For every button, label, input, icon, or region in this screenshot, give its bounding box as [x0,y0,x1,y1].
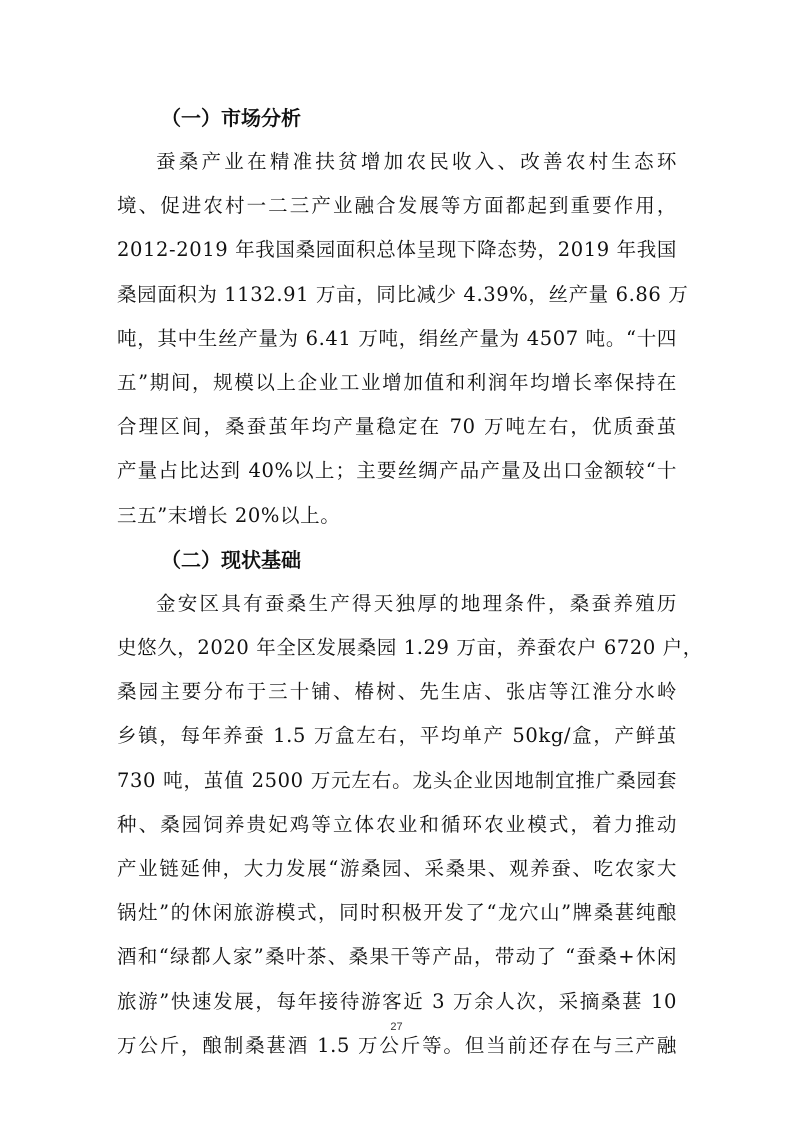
text-line: 酒和“绿都人家”桑叶茶、桑果干等产品，带动了 “蚕桑+休闲 [117,945,677,969]
text-line: 桑园面积为 1132.91 万亩，同比减少 4.39%，丝产量 6.86 万 [117,282,689,306]
paragraph-market-analysis [117,140,689,538]
text-line: 境、促进农村一二三产业融合发展等方面都起到重要作用， [117,194,677,218]
page-number: 27 [390,1021,403,1033]
text-line: 旅游”快速发展，每年接待游客近 3 万余人次，采摘桑葚 10 [117,989,677,1013]
section-heading-current-foundation: （二）现状基础 [161,547,301,572]
text-line: 五”期间，规模以上企业工业增加值和利润年均增长率保持在 [117,371,677,395]
page-content [117,96,703,1068]
text-line: 产量占比达到 40%以上；主要丝绸产品产量及出口金额较“十 [117,459,677,483]
section-heading-market-analysis: （一）市场分析 [161,106,301,130]
text-line: 三五”末增长 20%以上。 [117,503,341,527]
text-line: 史悠久，2020 年全区发展桑园 1.29 万亩，养蚕农户 6720 户， [117,636,703,660]
text-line: 730 吨，茧值 2500 万元左右。龙头企业因地制宜推广桑园套 [117,768,677,792]
text-line: 乡镇，每年养蚕 1.5 万盒左右，平均单产 50kg/盒，产鲜茧 [117,724,677,748]
text-line: 产业链延伸，大力发展“游桑园、采桑果、观养蚕、吃农家大 [117,857,677,881]
paragraph-current-foundation [117,582,703,1068]
text-line: 种、桑园饲养贵妃鸡等立体农业和循环农业模式，着力推动 [117,812,677,836]
text-line: 桑园主要分布于三十铺、椿树、先生店、张店等江淮分水岭 [117,680,677,704]
text-line: 2012-2019 年我国桑园面积总体呈现下降态势，2019 年我国 [117,238,677,262]
text-line: 万公斤，酿制桑葚酒 1.5 万公斤等。但当前还存在与三产融 [117,1033,677,1057]
text-line: 锅灶”的休闲旅游模式，同时积极开发了“龙穴山”牌桑葚纯酿 [117,901,677,925]
text-line: 蚕桑产业在精准扶贫增加农民收入、改善农村生态环 [156,150,677,173]
text-line: 吨，其中生丝产量为 6.41 万吨，绢丝产量为 4507 吨。“十四 [117,326,677,350]
text-line: 合理区间，桑蚕茧年均产量稳定在 70 万吨左右，优质蚕茧 [117,415,677,439]
text-line: 金安区具有蚕桑生产得天独厚的地理条件，桑蚕养殖历 [156,591,677,615]
